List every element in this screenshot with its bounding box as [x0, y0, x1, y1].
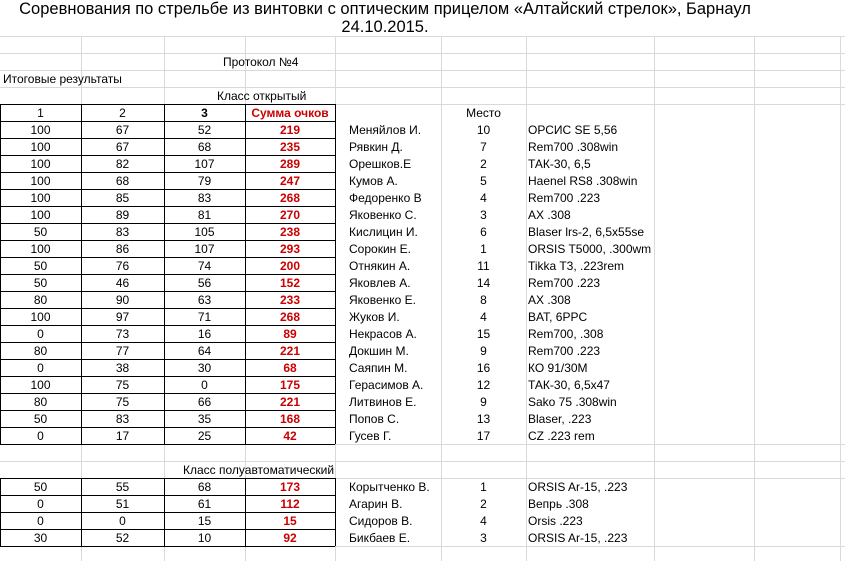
rifle-model: Rem700, .308	[528, 327, 604, 341]
score-1: 100	[30, 310, 51, 324]
place: 1	[480, 480, 487, 494]
score-3: 25	[197, 429, 212, 443]
score-sum: 219	[279, 123, 301, 137]
border-line	[81, 478, 82, 546]
score-sum: 221	[279, 344, 301, 358]
score-sum: 168	[279, 412, 301, 426]
rifle-model: Orsis .223	[528, 514, 583, 528]
rifle-model: Blaser lrs-2, 6,5х55se	[528, 225, 645, 239]
score-sum: 89	[283, 327, 297, 341]
table-row	[0, 479, 845, 496]
shooter-name: Литвинов Е.	[349, 395, 417, 409]
border-line	[0, 410, 335, 411]
shooter-name: Меняйлов И.	[349, 123, 422, 137]
table-row	[0, 326, 845, 343]
border-line	[0, 512, 335, 513]
score-sum: 42	[283, 429, 297, 443]
header-col-3: 3	[201, 106, 208, 120]
border-line	[0, 223, 335, 224]
place: 5	[480, 174, 487, 188]
shooter-name: Саяпин М.	[349, 361, 408, 375]
header-row	[0, 105, 845, 122]
place: 9	[480, 344, 487, 358]
score-1: 0	[37, 514, 44, 528]
score-3: 66	[197, 395, 212, 409]
score-sum: 68	[283, 361, 297, 375]
score-2: 38	[115, 361, 130, 375]
border-line	[0, 478, 1, 546]
rifle-model: Rem700 .308win	[528, 140, 619, 154]
class-semi-heading: Класс полуавтоматический	[183, 463, 335, 477]
header-col-2: 2	[119, 106, 126, 120]
table-row	[0, 360, 845, 377]
place: 3	[480, 208, 487, 222]
border-line	[245, 104, 246, 444]
score-1: 100	[30, 174, 51, 188]
rifle-model: ОРСИС SE 5,56	[528, 123, 618, 137]
border-line	[0, 342, 335, 343]
score-sum: 92	[283, 531, 297, 545]
title-line-1: Соревнования по стрельбе из винтовки с оптическим прицелом «Алтайский стрелок», Барнаул	[19, 0, 751, 18]
class-open-heading: Класс открытый	[217, 89, 307, 103]
border-line	[0, 308, 335, 309]
score-1: 50	[33, 412, 48, 426]
score-1: 0	[37, 361, 44, 375]
table-row	[0, 496, 845, 513]
border-line	[0, 325, 335, 326]
score-3: 0	[201, 378, 208, 392]
shooter-name: Жуков И.	[349, 310, 400, 324]
table-row	[0, 173, 845, 190]
shooter-name: Гусев Г.	[349, 429, 392, 443]
score-sum: 268	[279, 310, 301, 324]
border-line	[0, 121, 335, 122]
place: 6	[480, 225, 487, 239]
rifle-model: ORSIS Ar-15, .223	[528, 480, 628, 494]
place: 4	[480, 514, 487, 528]
score-3: 10	[197, 531, 212, 545]
border-line	[0, 138, 335, 139]
table-row	[0, 411, 845, 428]
score-sum: 293	[279, 242, 301, 256]
document-title	[0, 0, 770, 36]
shooter-name: Докшин М.	[349, 344, 409, 358]
score-2: 83	[115, 412, 130, 426]
score-sum: 112	[280, 497, 300, 511]
results-label: Итоговые результаты	[3, 72, 122, 86]
border-line	[335, 104, 336, 444]
border-line	[0, 393, 335, 394]
score-1: 80	[33, 293, 48, 307]
shooter-name: Яковенко С.	[349, 208, 417, 222]
rifle-model: ORSIS Ar-15, .223	[528, 531, 628, 545]
rifle-model: АХ .308	[528, 208, 571, 222]
score-1: 100	[30, 208, 51, 222]
border-line	[0, 257, 335, 258]
score-3: 74	[197, 259, 212, 273]
shooter-name: Яковлев А.	[349, 276, 411, 290]
score-2: 51	[115, 497, 130, 511]
table-row	[0, 207, 845, 224]
place: 15	[476, 327, 491, 341]
score-1: 100	[30, 157, 51, 171]
table-row	[0, 139, 845, 156]
place: 7	[480, 140, 487, 154]
header-sum: Сумма очков	[251, 106, 329, 120]
header-col-1: 1	[37, 106, 44, 120]
table-row	[0, 428, 845, 445]
place: 4	[480, 310, 487, 324]
rifle-model: ORSIS T5000, .300wm	[528, 242, 652, 256]
border-line	[0, 104, 1, 444]
score-2: 85	[115, 191, 130, 205]
border-line	[335, 478, 336, 546]
rifle-model: BAT, 6PPC	[528, 310, 588, 324]
score-3: 15	[197, 514, 212, 528]
border-line	[0, 155, 335, 156]
rifle-model: Rem700 .223	[528, 191, 601, 205]
shooter-name: Агарин В.	[349, 497, 403, 511]
score-2: 89	[115, 208, 130, 222]
border-line	[0, 444, 335, 445]
border-line	[245, 478, 246, 546]
score-3: 71	[197, 310, 212, 324]
score-3: 16	[197, 327, 212, 341]
rifle-model: АХ .308	[528, 293, 571, 307]
score-sum: 233	[279, 293, 301, 307]
table-row	[0, 394, 845, 411]
score-sum: 152	[279, 276, 301, 290]
score-2: 52	[115, 531, 130, 545]
rifle-model: CZ .223 rem	[528, 429, 595, 443]
score-2: 86	[115, 242, 130, 256]
place: 1	[480, 242, 487, 256]
score-3: 56	[197, 276, 212, 290]
score-1: 80	[33, 344, 48, 358]
rifle-model: Blaser, .223	[528, 412, 592, 426]
shooter-name: Яковенко Е.	[349, 293, 416, 307]
table-row	[0, 224, 845, 241]
border-line	[0, 529, 335, 530]
table-row	[0, 292, 845, 309]
score-3: 64	[197, 344, 212, 358]
place: 16	[476, 361, 491, 375]
score-1: 100	[30, 191, 51, 205]
border-line	[0, 495, 335, 496]
table-row	[0, 377, 845, 394]
border-line	[81, 104, 82, 444]
score-1: 50	[33, 276, 48, 290]
score-sum: 247	[279, 174, 301, 188]
table-row	[0, 343, 845, 360]
border-line	[0, 189, 335, 190]
score-2: 46	[115, 276, 130, 290]
border-line	[0, 172, 335, 173]
score-3: 30	[197, 361, 212, 375]
border-line	[0, 546, 335, 547]
rifle-model: Rem700 .223	[528, 344, 601, 358]
score-sum: 15	[283, 514, 297, 528]
shooter-name: Орешков.Е	[349, 157, 412, 171]
border-line	[0, 104, 335, 105]
place: 12	[476, 378, 491, 392]
table-row	[0, 275, 845, 292]
score-3: 61	[197, 497, 212, 511]
score-3: 81	[197, 208, 212, 222]
shooter-name: Корытченко В.	[349, 480, 430, 494]
score-sum: 270	[279, 208, 301, 222]
shooter-name: Рявкин Д.	[349, 140, 403, 154]
score-3: 35	[197, 412, 212, 426]
table-row	[0, 530, 845, 547]
header-place: Место	[466, 106, 501, 120]
score-2: 82	[115, 157, 130, 171]
score-2: 83	[115, 225, 130, 239]
rifle-model: Вепрь .308	[528, 497, 589, 511]
table-row	[0, 156, 845, 173]
rifle-model: Rem700 .223	[528, 276, 601, 290]
score-2: 90	[115, 293, 130, 307]
border-line	[164, 478, 165, 546]
score-sum: 238	[279, 225, 301, 239]
border-line	[164, 104, 165, 444]
score-2: 67	[115, 140, 130, 154]
score-1: 80	[33, 395, 48, 409]
rifle-model: ТАК-30, 6,5х47	[528, 378, 610, 392]
border-line	[0, 376, 335, 377]
place: 4	[480, 191, 487, 205]
score-2: 75	[115, 378, 130, 392]
score-sum: 268	[279, 191, 301, 205]
score-3: 107	[194, 242, 215, 256]
border-line	[0, 206, 335, 207]
table-row	[0, 190, 845, 207]
table-row	[0, 241, 845, 258]
score-1: 100	[30, 378, 51, 392]
place: 14	[476, 276, 491, 290]
score-2: 0	[119, 514, 126, 528]
place: 9	[480, 395, 487, 409]
score-1: 0	[37, 327, 44, 341]
score-3: 83	[197, 191, 212, 205]
shooter-name: Бикбаев Е.	[349, 531, 411, 545]
shooter-name: Отнякин А.	[349, 259, 411, 273]
score-1: 100	[30, 242, 51, 256]
protocol-number: Протокол №4	[223, 55, 299, 69]
place: 3	[480, 531, 487, 545]
score-1: 100	[30, 140, 51, 154]
place: 2	[480, 497, 487, 511]
place: 2	[480, 157, 487, 171]
shooter-name: Кислицин И.	[349, 225, 418, 239]
place: 11	[477, 259, 490, 273]
score-1: 30	[33, 531, 48, 545]
border-line	[0, 359, 335, 360]
score-sum: 175	[279, 378, 301, 392]
score-2: 67	[115, 123, 130, 137]
border-line	[0, 427, 335, 428]
place: 10	[476, 123, 491, 137]
score-2: 97	[115, 310, 130, 324]
score-3: 79	[197, 174, 212, 188]
place: 13	[476, 412, 491, 426]
score-3: 52	[197, 123, 212, 137]
table-row	[0, 258, 845, 275]
shooter-name: Федоренко В	[349, 191, 422, 205]
rifle-model: ТАК-30, 6,5	[528, 157, 591, 171]
rifle-model: Sako 75 .308win	[528, 395, 617, 409]
score-2: 68	[115, 174, 130, 188]
score-3: 105	[194, 225, 215, 239]
score-3: 63	[197, 293, 212, 307]
score-sum: 173	[279, 480, 301, 494]
score-2: 55	[115, 480, 130, 494]
shooter-name: Герасимов А.	[349, 378, 424, 392]
shooter-name: Кумов А.	[349, 174, 398, 188]
score-3: 107	[194, 157, 215, 171]
score-1: 50	[33, 225, 48, 239]
score-1: 100	[30, 123, 51, 137]
rifle-model: Tikka T3, .223rem	[528, 259, 625, 273]
score-2: 77	[115, 344, 130, 358]
border-line	[0, 291, 335, 292]
score-1: 50	[33, 259, 48, 273]
score-2: 76	[115, 259, 130, 273]
score-1: 0	[37, 429, 44, 443]
score-sum: 200	[279, 259, 301, 273]
border-line	[0, 274, 335, 275]
score-sum: 289	[279, 157, 301, 171]
title-line-2: 24.10.2015.	[341, 18, 429, 36]
score-1: 0	[37, 497, 44, 511]
table-row	[0, 122, 845, 139]
shooter-name: Сорокин Е.	[349, 242, 411, 256]
score-1: 50	[33, 480, 48, 494]
score-2: 75	[115, 395, 130, 409]
table-row	[0, 309, 845, 326]
score-2: 73	[115, 327, 130, 341]
rifle-model: Haenel RS8 .308win	[528, 174, 638, 188]
score-sum: 235	[279, 140, 301, 154]
score-3: 68	[197, 140, 212, 154]
rifle-model: КО 91/30М	[528, 361, 588, 375]
border-line	[0, 240, 335, 241]
place: 8	[480, 293, 487, 307]
shooter-name: Некрасов А.	[349, 327, 417, 341]
score-sum: 221	[279, 395, 301, 409]
shooter-name: Сидоров В.	[349, 514, 413, 528]
place: 17	[476, 429, 491, 443]
shooter-name: Попов С.	[349, 412, 400, 426]
score-3: 68	[197, 480, 212, 494]
score-2: 17	[115, 429, 130, 443]
table-row	[0, 513, 845, 530]
border-line	[0, 478, 335, 479]
